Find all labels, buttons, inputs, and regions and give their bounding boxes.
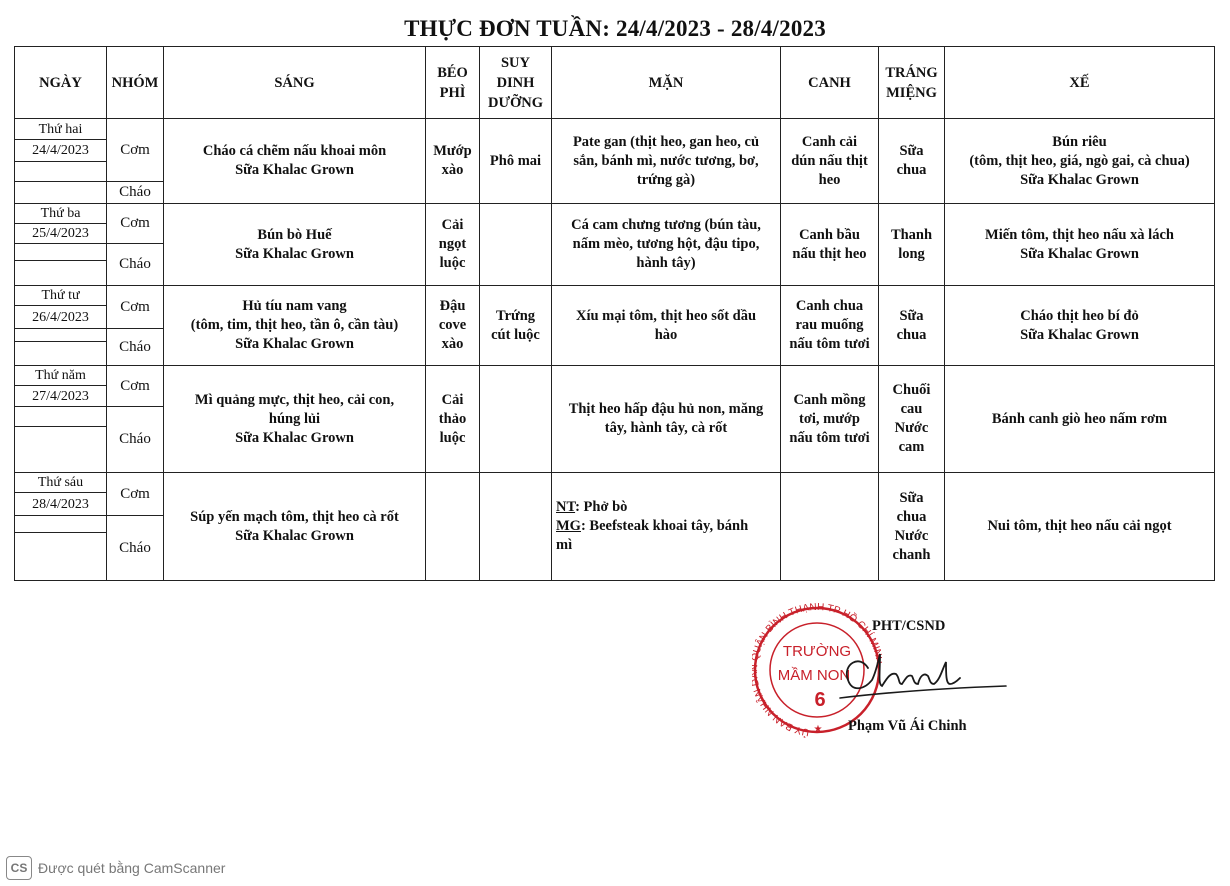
signer-name: Phạm Vũ Ái Chinh [848,718,967,734]
header-suy-dinh-duong: SUY DINH DƯỠNG [480,47,552,119]
group-com: Cơm [107,119,164,182]
stamp-ring-text: ỦY BAN NHÂN UẬN BÌNH THẠNH TP HỒ CHÍ MI [752,601,882,738]
xe-cell: Nui tôm, thịt heo nấu cải ngọt [945,473,1215,581]
signer-title: PHT/CSND [872,618,946,634]
header-sang: SÁNG [164,47,426,119]
weekday-cell: Thứ sáu [15,473,107,493]
date-cell: 27/4/2023 [15,386,107,407]
sang-cell: Hủ tíu nam vang (tôm, tim, thịt heo, tần ô, cần tàu) Sữa Khalac Grown [164,286,426,366]
suy-dinh-duong-cell [480,366,552,473]
stamp-line-2: MẦM NON [777,667,851,684]
canh-cell: Canh cải dún nấu thịt heo [781,119,879,204]
table-row [15,286,1215,306]
header-row [15,47,1215,119]
man-cell: Xíu mại tôm, thịt heo sốt dầu hào [552,286,781,366]
trang-mieng-cell: Sữa chua [879,286,945,366]
star-icon: ★ [813,724,823,735]
header-canh: CANH [781,47,879,119]
header-trang-mieng: TRÁNG MIỆNG [879,47,945,119]
header-man: MẶN [552,47,781,119]
weekday-cell: Thứ ba [15,204,107,224]
day-blank-cell [15,261,107,286]
canh-cell: Canh bầu nấu thịt heo [781,204,879,286]
day-blank-cell [15,533,107,581]
suy-dinh-duong-cell: Trứng cút luộc [480,286,552,366]
group-com: Cơm [107,366,164,407]
canh-cell [781,473,879,581]
day-blank-cell [15,427,107,473]
beo-phi-cell: Đậu cove xào [426,286,480,366]
sang-cell: Cháo cá chẽm nấu khoai môn Sữa Khalac Grown [164,119,426,204]
group-chao: Cháo [107,329,164,366]
table-row [15,366,1215,386]
header-xe: XẾ [945,47,1215,119]
beo-phi-cell: Cải ngọt luộc [426,204,480,286]
man-cell: Thịt heo hấp đậu hủ non, măng tây, hành tây, cà rốt [552,366,781,473]
date-cell: 28/4/2023 [15,493,107,516]
beo-phi-cell: Cải thảo luộc [426,366,480,473]
date-cell: 24/4/2023 [15,140,107,162]
stamp-line-1: TRƯỜNG [782,643,852,660]
xe-cell: Bún riêu (tôm, thịt heo, giá, ngò gai, cà chua) Sữa Khalac Grown [945,119,1215,204]
trang-mieng-cell: Sữa chua Nước chanh [879,473,945,581]
group-chao: Cháo [107,244,164,286]
header-ngay: NGÀY [15,47,107,119]
date-cell: 25/4/2023 [15,224,107,244]
day-blank-cell [15,244,107,261]
table-row [15,119,1215,140]
xe-cell: Bánh canh giò heo nấm rơm [945,366,1215,473]
trang-mieng-cell: Chuối cau Nước cam [879,366,945,473]
scanner-footer [6,856,225,880]
canh-cell: Canh chua rau muống nấu tôm tươi [781,286,879,366]
sang-cell: Súp yến mạch tôm, thịt heo cà rốt Sữa Khalac Grown [164,473,426,581]
camscanner-icon: CS [6,856,32,880]
suy-dinh-duong-cell [480,204,552,286]
sang-cell: Bún bò Huế Sữa Khalac Grown [164,204,426,286]
suy-dinh-duong-cell [480,473,552,581]
stamp-line-3: 6 [814,689,826,711]
group-com: Cơm [107,473,164,516]
scanner-text: Được quét bằng CamScanner [38,860,226,876]
table-row [15,204,1215,224]
day-blank-cell [15,329,107,342]
weekday-cell: Thứ năm [15,366,107,386]
man-cell: Cá cam chưng tương (bún tàu, nấm mèo, tương hột, đậu tipo, hành tây) [552,204,781,286]
group-chao: Cháo [107,182,164,204]
handwritten-signature [830,640,1010,700]
man-cell: Pate gan (thịt heo, gan heo, củ sắn, bánh mì, nước tương, bơ, trứng gà) [552,119,781,204]
header-nhom: NHÓM [107,47,164,119]
group-chao: Cháo [107,516,164,581]
date-cell: 26/4/2023 [15,306,107,329]
day-blank-cell [15,407,107,427]
weekly-menu-table [14,46,1215,581]
beo-phi-cell [426,473,480,581]
trang-mieng-cell: Sữa chua [879,119,945,204]
page-title: THỰC ĐƠN TUẦN: 24/4/2023 - 28/4/2023 [404,16,826,41]
suy-dinh-duong-cell: Phô mai [480,119,552,204]
xe-cell: Cháo thịt heo bí đỏ Sữa Khalac Grown [945,286,1215,366]
canh-cell: Canh mồng tơi, mướp nấu tôm tươi [781,366,879,473]
day-blank-cell [15,342,107,366]
group-com: Cơm [107,204,164,244]
header-beo-phi: BÉO PHÌ [426,47,480,119]
day-blank-cell [15,162,107,182]
group-chao: Cháo [107,407,164,473]
xe-cell: Miến tôm, thịt heo nấu xà lách Sữa Khalac Grown [945,204,1215,286]
group-com: Cơm [107,286,164,329]
day-blank-cell [15,182,107,204]
man-cell: NT: Phở bò MG: Beefsteak khoai tây, bánh mì [552,473,781,581]
trang-mieng-cell: Thanh long [879,204,945,286]
beo-phi-cell: Mướp xào [426,119,480,204]
table-row [15,473,1215,493]
weekday-cell: Thứ tư [15,286,107,306]
weekday-cell: Thứ hai [15,119,107,140]
day-blank-cell [15,516,107,533]
sang-cell: Mì quảng mực, thịt heo, cải con, húng lủi Sữa Khalac Grown [164,366,426,473]
